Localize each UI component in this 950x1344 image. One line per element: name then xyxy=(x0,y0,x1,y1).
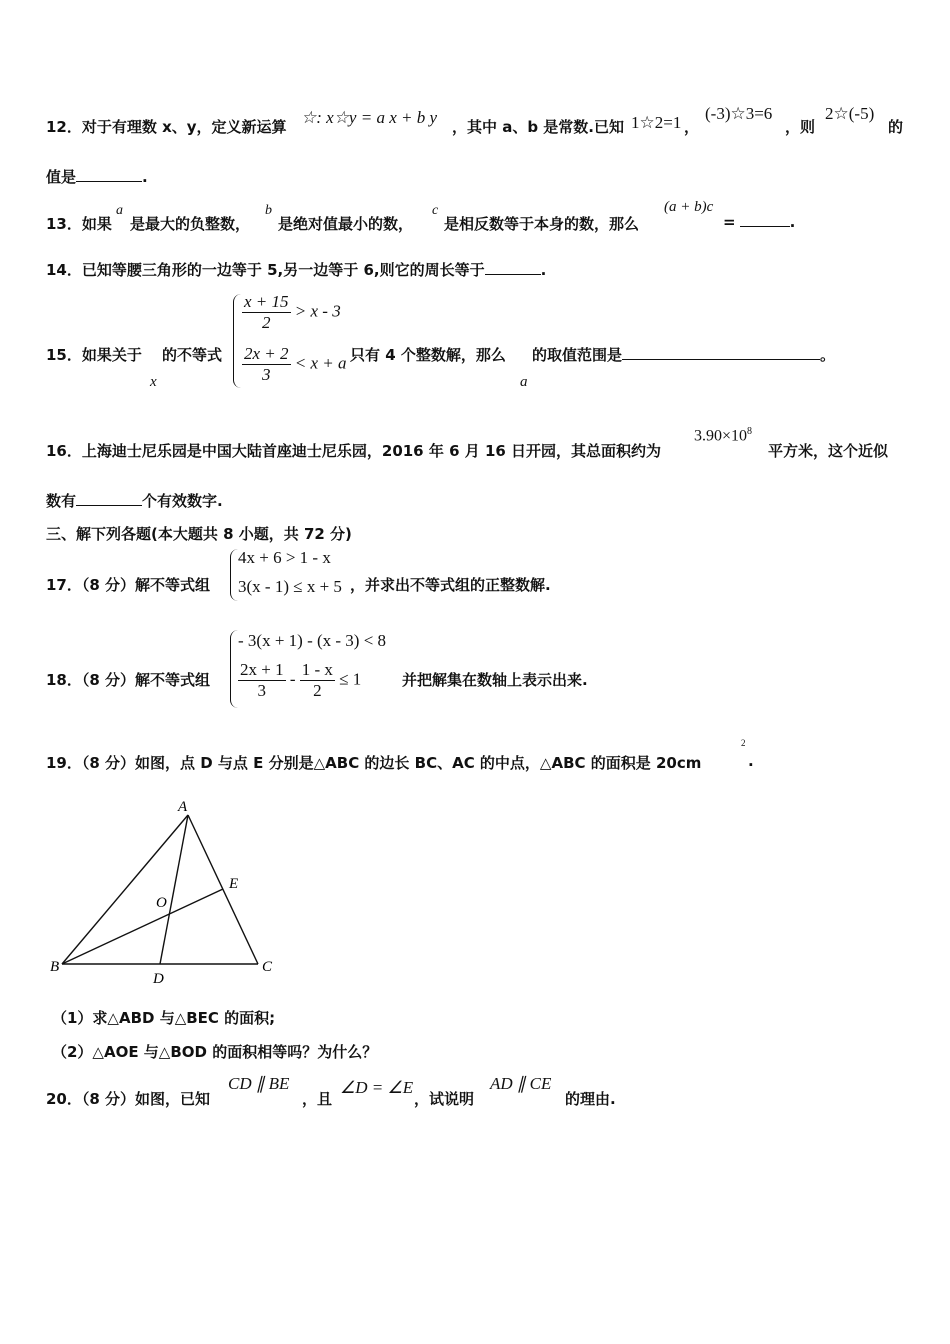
q15-a: a xyxy=(520,374,528,390)
q18-ineq2 xyxy=(238,660,361,701)
q15-tail xyxy=(532,344,835,365)
q16-line2a: 数有 xyxy=(46,492,77,510)
q17-ineq2: 3(x - 1) ≤ x + 5 xyxy=(238,577,342,596)
q20-p1: 20．（8 分）如图，已知 xyxy=(46,1090,211,1108)
label-C: C xyxy=(262,959,273,975)
q20-p2: ，且 xyxy=(302,1090,333,1108)
segment-AD xyxy=(160,815,188,964)
q13-p4: 是相反数等于本身的数，那么 xyxy=(444,215,640,233)
q14-answer-blank[interactable] xyxy=(485,262,541,275)
q12-given1: 1☆2=1 xyxy=(631,113,682,132)
q18-frac2-num: 1 - x xyxy=(301,660,333,679)
q15-p4: 的取值范围是 xyxy=(532,346,623,364)
q15-frac2 xyxy=(242,344,291,385)
q19-sub2: （2）△AOE 与△BOD 的面积相等吗？为什么？ xyxy=(52,1043,378,1061)
label-O: O xyxy=(156,895,167,911)
q13-eq: = xyxy=(723,213,736,231)
label-A: A xyxy=(178,799,188,815)
q15-end: 。 xyxy=(820,346,836,364)
q13-end: . xyxy=(789,213,796,231)
q18-frac1-den: 3 xyxy=(257,681,267,700)
q18-p1: 18．（8 分）解不等式组 xyxy=(46,671,211,689)
q13-tail xyxy=(723,213,795,231)
q12-ask: 2☆(-5) xyxy=(825,104,875,123)
q19-sub1: （1）求△ABD 与△BEC 的面积; xyxy=(52,1009,276,1027)
q15-frac2-num: 2x + 2 xyxy=(244,344,289,363)
q20-e3: AD ∥ CE xyxy=(490,1074,552,1093)
q16-num: 3.90×10 xyxy=(694,427,748,445)
q13-answer-blank[interactable] xyxy=(740,214,790,227)
q12-prefix: 12．对于有理数 x、y，定义新运算 xyxy=(46,118,287,136)
q20-e2: ∠D = ∠E xyxy=(340,1078,414,1097)
q15-frac1 xyxy=(242,292,291,333)
q20-e1: CD ∥ BE xyxy=(228,1074,290,1093)
q15-p1: 15．如果关于 xyxy=(46,346,142,364)
label-E: E xyxy=(229,876,239,892)
q14-line xyxy=(46,259,546,280)
q15-ineq2 xyxy=(242,344,347,385)
q12-line2 xyxy=(46,166,148,187)
q18-frac1 xyxy=(238,660,286,701)
q14-end: . xyxy=(540,261,547,279)
q13-c: c xyxy=(432,203,439,218)
q13-a: a xyxy=(116,203,123,218)
q17-brace xyxy=(230,549,238,601)
q18-frac1-num: 2x + 1 xyxy=(240,660,284,679)
q15-p2: 的不等式 xyxy=(162,346,223,364)
q16-exp: 8 xyxy=(747,426,753,437)
q12-answer-blank[interactable] xyxy=(76,169,142,182)
q18-p2: 并把解集在数轴上表示出来. xyxy=(402,671,588,689)
q18-minus: - xyxy=(289,669,296,689)
q15-frac2-den: 3 xyxy=(262,365,271,384)
q16-p1: 16．上海迪士尼乐园是中国大陆首座迪士尼乐园，2016 年 6 月 16 日开园，其总面积约为 xyxy=(46,442,662,460)
q15-frac1-den: 2 xyxy=(262,313,271,332)
q15-ineq1 xyxy=(242,292,341,333)
q12-comma2: ，则 xyxy=(785,118,816,136)
q16-number xyxy=(694,426,752,445)
q19-sup: 2 xyxy=(741,738,746,748)
q17-ineq1: 4x + 6 > 1 - x xyxy=(238,548,331,567)
q19-text: 19．（8 分）如图，点 D 与点 E 分别是△ABC 的边长 BC、AC 的中点，△ABC 的面积是 20cm xyxy=(46,754,702,772)
q12-mid: ，其中 a、b 是常数.已知 xyxy=(452,118,625,136)
section-3-heading: 三、解下列各题(本大题共 8 小题，共 72 分) xyxy=(46,525,352,543)
q15-frac1-num: x + 15 xyxy=(244,292,289,311)
q13-expr: (a + b)c xyxy=(664,199,714,215)
q14-text: 14．已知等腰三角形的一边等于 5,另一边等于 6,则它的周长等于 xyxy=(46,261,485,279)
triangle-figure xyxy=(40,795,300,990)
q12-op-def: ☆: x☆y = a x + b y xyxy=(301,108,438,127)
label-D: D xyxy=(153,971,164,987)
q13-b: b xyxy=(265,203,272,218)
q12-line1 xyxy=(46,116,287,137)
q18-rest: ≤ 1 xyxy=(339,669,362,689)
q16-answer-blank[interactable] xyxy=(76,493,142,506)
segment-BE xyxy=(62,889,223,964)
q18-frac2-den: 2 xyxy=(313,681,322,700)
q17-p1: 17．（8 分）解不等式组 xyxy=(46,576,211,594)
q18-ineq1: - 3(x + 1) - (x - 3) < 8 xyxy=(238,631,387,650)
q18-brace xyxy=(230,630,238,708)
q15-ineq1-rest: > x - 3 xyxy=(294,301,341,321)
q16-line2 xyxy=(46,490,223,511)
q13-p3: 是绝对值最小的数， xyxy=(278,215,414,233)
q13-p1: 13．如果 xyxy=(46,215,112,233)
q12-line2-text: 值是 xyxy=(46,168,77,186)
q18-frac2 xyxy=(300,660,335,701)
q12-given2: (-3)☆3=6 xyxy=(705,104,773,123)
side-AB xyxy=(62,815,188,964)
q12-suffix: 的 xyxy=(888,118,904,136)
q15-brace xyxy=(233,294,242,388)
q20-p4: 的理由. xyxy=(565,1090,616,1108)
q16-p2: 平方米，这个近似 xyxy=(768,442,889,460)
q15-p3: 只有 4 个整数解，那么 xyxy=(350,346,506,364)
q15-ineq2-rest: < x + a xyxy=(294,353,347,373)
q17-p2: ，并求出不等式组的正整数解. xyxy=(350,576,551,594)
label-B: B xyxy=(50,959,60,975)
q15-answer-blank[interactable] xyxy=(622,347,820,360)
q12-end: . xyxy=(142,168,148,186)
q16-line2b: 个有效数字. xyxy=(142,492,223,510)
q13-p2: 是最大的负整数， xyxy=(130,215,251,233)
q12-comma1: ， xyxy=(684,118,700,136)
q20-p3: ，试说明 xyxy=(414,1090,475,1108)
q15-x: x xyxy=(150,374,157,390)
q19-line xyxy=(46,752,701,773)
q19-end: . xyxy=(748,752,754,770)
